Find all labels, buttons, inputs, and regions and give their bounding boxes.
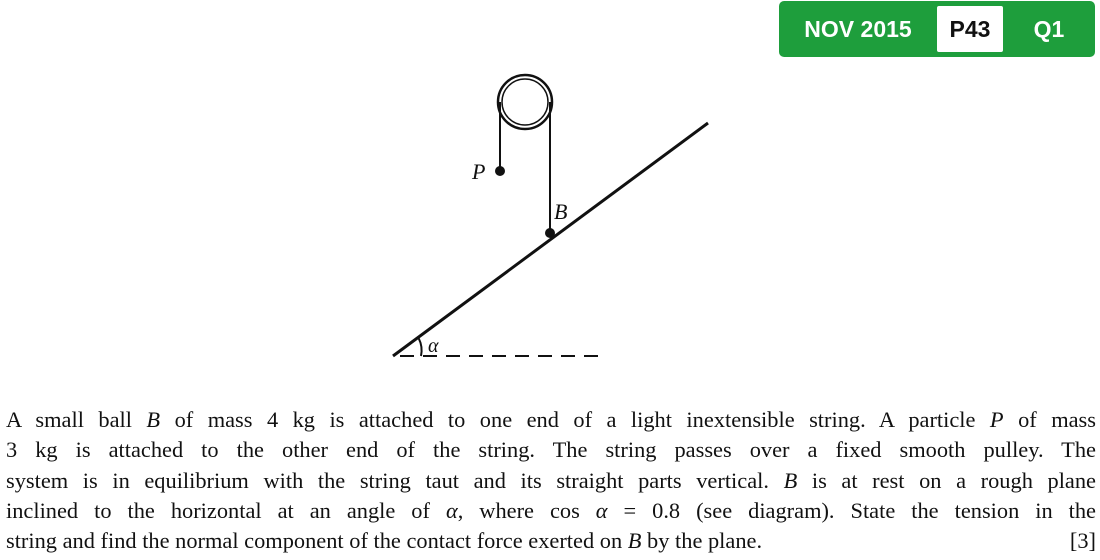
pulley-outer bbox=[498, 75, 552, 129]
particle-label: P bbox=[472, 159, 486, 184]
question-line: system is in equilibrium with the string taut and its straight parts vertical. B is at rest on a rough plane bbox=[6, 467, 1096, 493]
paper-number-label: P43 bbox=[937, 6, 1003, 52]
marks-label: [3] bbox=[1069, 528, 1096, 554]
question-body bbox=[6, 405, 1096, 556]
question-line: string and find the normal component of the contact force exerted on B by the plane. bbox=[6, 528, 763, 554]
exam-session-label: NOV 2015 bbox=[804, 15, 912, 42]
angle-label: α bbox=[428, 335, 439, 357]
pulley-inner bbox=[502, 79, 548, 125]
question-last-line bbox=[6, 526, 1096, 556]
ball-label: B bbox=[554, 199, 568, 224]
particle-p bbox=[495, 166, 505, 176]
question-number-label: Q1 bbox=[1033, 15, 1065, 42]
question-line: 3 kg is attached to the other end of the string. The string passes over a fixed smooth pulley. The bbox=[6, 437, 1096, 463]
ball-b bbox=[545, 228, 555, 238]
question-line: A small ball B of mass 4 kg is attached to one end of a light inextensible string. A particle P of mass bbox=[6, 407, 1096, 432]
angle-arc bbox=[419, 338, 422, 356]
question-line: inclined to the horizontal at an angle of α, where cos α = 0.8 (see diagram). State the tension in the bbox=[6, 497, 1096, 523]
